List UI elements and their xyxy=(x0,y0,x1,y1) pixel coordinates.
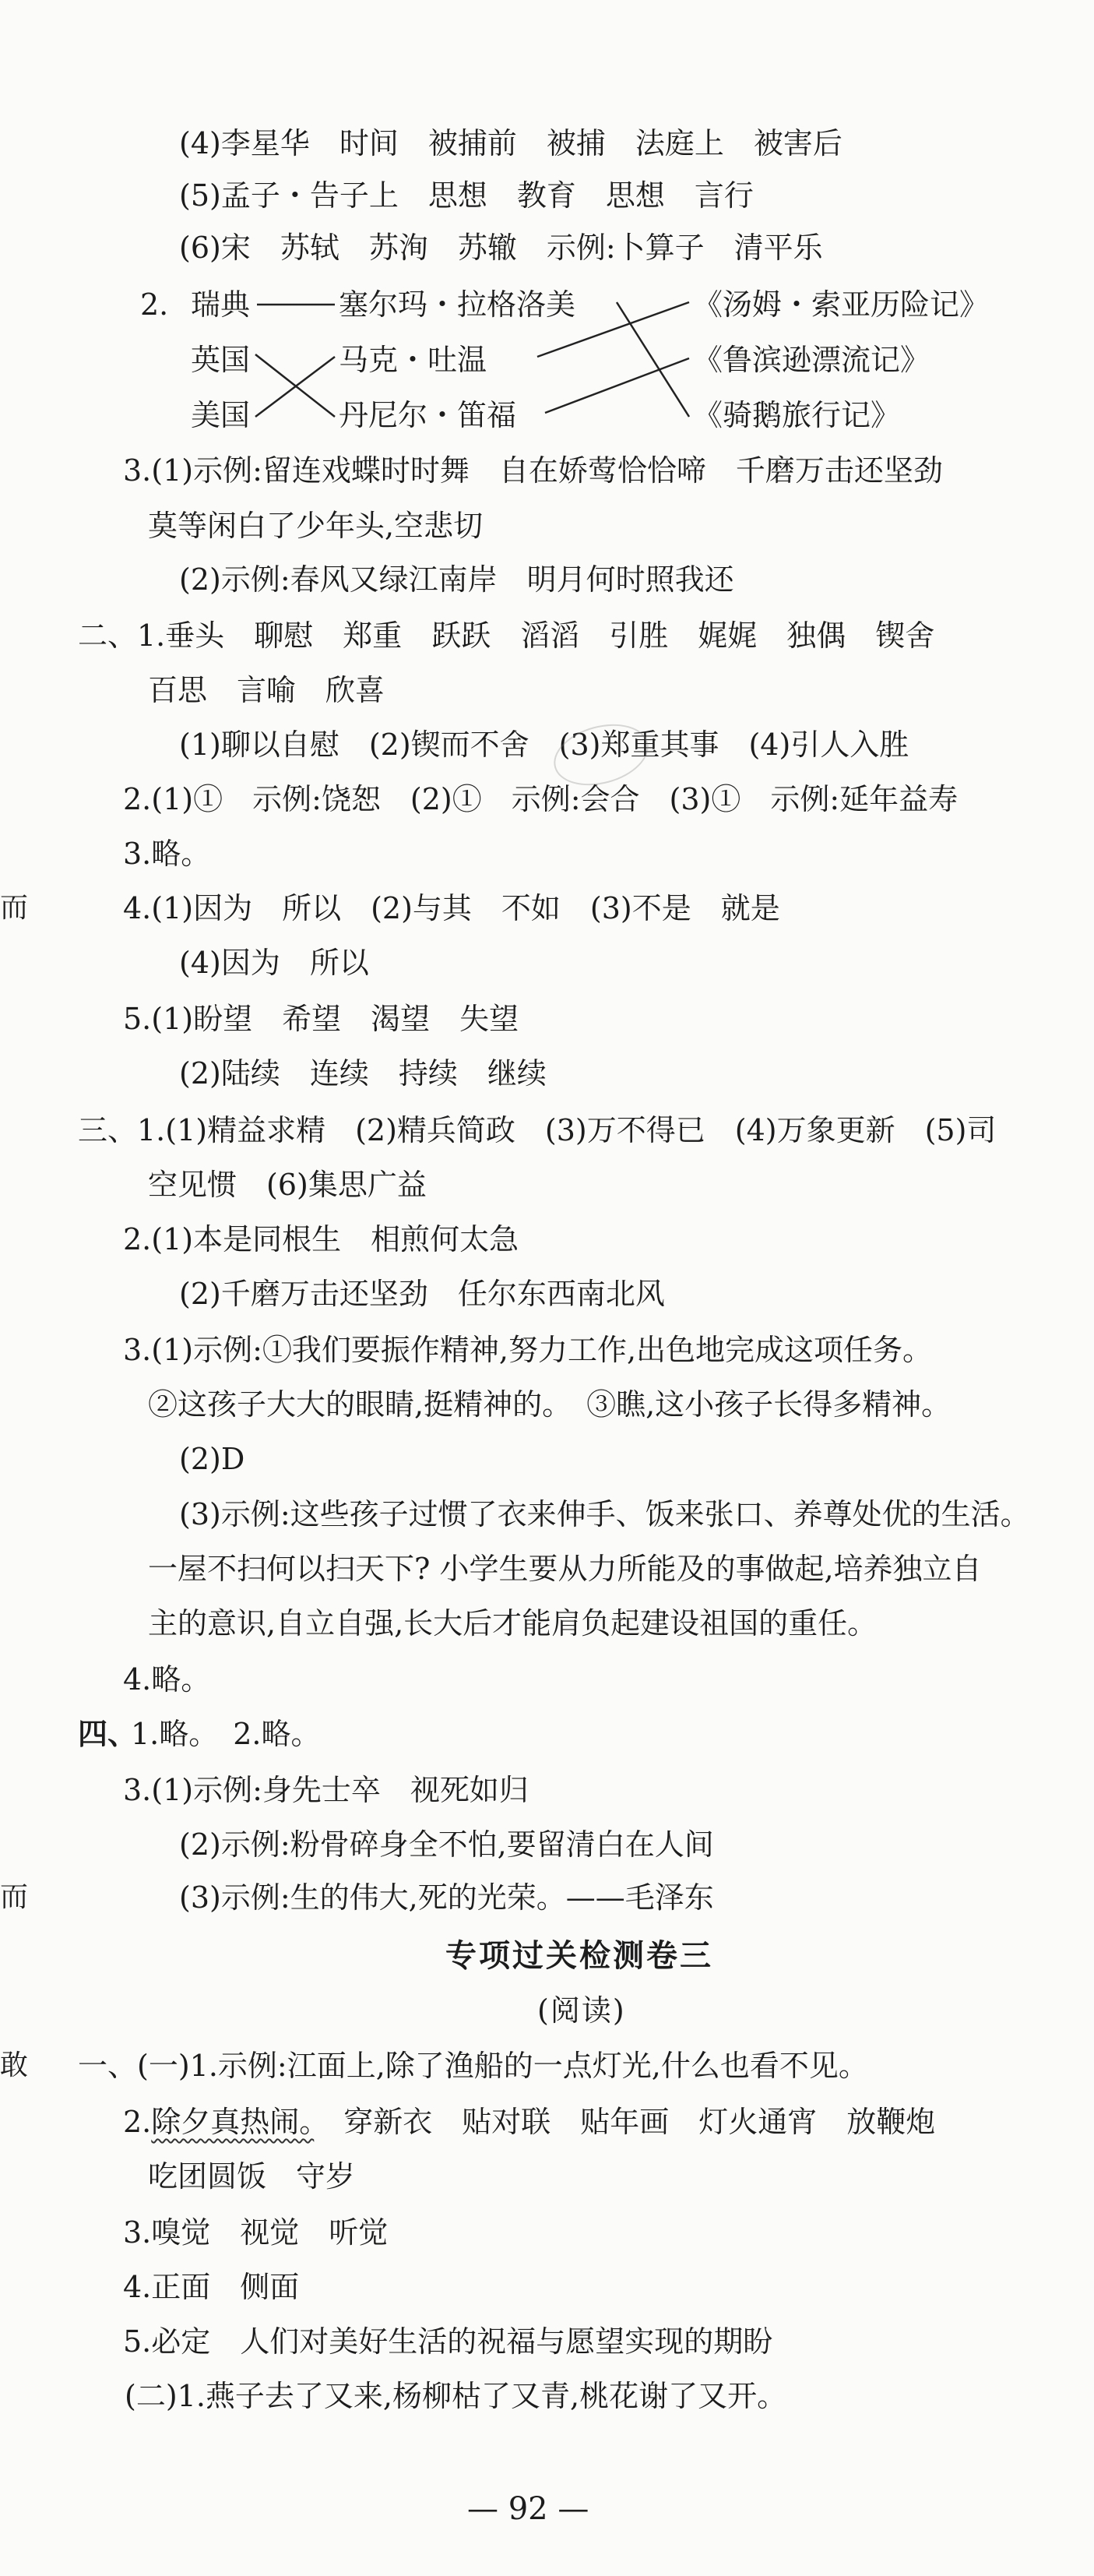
answer-line: 3.(1)示例:身先士卒 视死如归 xyxy=(123,1773,529,1807)
section-three-line: 三、1.(1)精益求精 (2)精兵简政 (3)万不得已 (4)万象更新 (5)司 xyxy=(78,1113,997,1147)
margin-char: 而 xyxy=(0,892,29,924)
match-line-usa xyxy=(255,357,335,417)
answer-line: (5)孟子・告子上 思想 教育 思想 言行 xyxy=(179,178,754,213)
answer-line: 3.嗅觉 视觉 听觉 xyxy=(123,2215,389,2250)
match-line-author1 xyxy=(617,302,689,417)
wavy-underlined-answer: 除夕真热闹。 xyxy=(151,2105,315,2139)
matching-book: 《骑鹅旅行记》 xyxy=(693,398,901,432)
page-number: — 92 — xyxy=(467,2491,589,2527)
answer-line: (3)示例:生的伟大,死的光荣。——毛泽东 xyxy=(179,1880,714,1915)
test-title: 专项过关检测卷三 xyxy=(445,1937,713,1974)
answer-line: 百思 言喻 欣喜 xyxy=(148,673,385,707)
answer-text: 穿新衣 贴对联 贴年画 灯火通宵 放鞭炮 xyxy=(314,2105,936,2139)
margin-char: 敢 xyxy=(0,2049,29,2081)
item-number: 2. xyxy=(123,2105,152,2139)
matching-author: 塞尔玛・拉格洛美 xyxy=(339,287,576,322)
answer-line: 一屋不扫何以扫天下? 小学生要从力所能及的事做起,培养独立自 xyxy=(148,1552,982,1586)
matching-country: 美国 xyxy=(191,398,251,432)
answer-line: (二)1.燕子去了又来,杨柳枯了又青,桃花谢了又开。 xyxy=(125,2379,787,2413)
test-subtitle: (阅读) xyxy=(537,1993,626,2028)
section-two-line: 二、1.垂头 聊慰 郑重 跃跃 滔滔 引胜 娓娓 独偶 锲舍 xyxy=(78,618,935,653)
answer-line: ②这孩子大大的眼睛,挺精神的。 ③瞧,这小孩子长得多精神。 xyxy=(148,1387,952,1422)
answer-line: (4)李星华 时间 被捕前 被捕 法庭上 被害后 xyxy=(179,126,842,160)
answer-line xyxy=(123,2102,935,2142)
answer-line: (2)陆续 连续 持续 继续 xyxy=(179,1056,547,1091)
answer-line: (3)示例:这些孩子过惯了衣来伸手、饭来张口、养尊处优的生活。 xyxy=(179,1497,1030,1531)
answer-line: (2)示例:粉骨碎身全不怕,要留清白在人间 xyxy=(179,1827,714,1862)
answer-line: 空见惯 (6)集思广益 xyxy=(148,1168,427,1202)
answer-line: 4.(1)因为 所以 (2)与其 不如 (3)不是 就是 xyxy=(123,891,780,925)
answer-line: 主的意识,自立自强,长大后才能肩负起建设祖国的重任。 xyxy=(148,1606,878,1640)
answer-line: 5.必定 人们对美好生活的祝福与愿望实现的期盼 xyxy=(123,2324,773,2359)
answer-line: 2.(1)本是同根生 相煎何太急 xyxy=(123,1222,519,1256)
section-four-label: 四、 xyxy=(78,1716,138,1751)
match-line-uk xyxy=(255,354,335,417)
matching-author: 丹尼尔・笛福 xyxy=(339,398,517,432)
answer-line: 3.(1)示例:①我们要振作精神,努力工作,出色地完成这项任务。 xyxy=(123,1333,933,1367)
answer-line: 3.略。 xyxy=(123,837,211,871)
answer-line: 5.(1)盼望 希望 渴望 失望 xyxy=(123,1002,519,1036)
matching-author: 马克・吐温 xyxy=(339,343,487,377)
match-line-author3 xyxy=(545,358,689,413)
answer-line: 1.略。 2.略。 xyxy=(131,1717,321,1751)
answer-line: (6)宋 苏轼 苏洵 苏辙 示例:卜算子 清平乐 xyxy=(179,231,823,265)
answer-line: 莫等闲白了少年头,空悲切 xyxy=(148,509,484,543)
answer-line: (1)聊以自慰 (2)锲而不舍 (3)郑重其事 (4)引人入胜 xyxy=(179,728,909,762)
matching-country: 英国 xyxy=(191,343,251,377)
matching-country: 瑞典 xyxy=(191,287,251,322)
answer-line: 4.略。 xyxy=(123,1662,211,1697)
matching-book: 《汤姆・索亚历险记》 xyxy=(693,287,990,322)
answer-line: 一、(一)1.示例:江面上,除了渔船的一点灯光,什么也看不见。 xyxy=(78,2049,868,2083)
matching-book: 《鲁滨逊漂流记》 xyxy=(693,343,930,377)
answer-line: (2)D xyxy=(179,1442,245,1476)
answer-line: (4)因为 所以 xyxy=(179,946,369,980)
answer-line: 3.(1)示例:留连戏蝶时时舞 自在娇莺恰恰啼 千磨万击还坚劲 xyxy=(123,453,943,488)
answer-line: 2.(1)① 示例:饶恕 (2)① 示例:会合 (3)① 示例:延年益寿 xyxy=(123,782,959,816)
answer-line: 吃团圆饭 守岁 xyxy=(148,2159,356,2194)
margin-char: 而 xyxy=(0,1881,29,1913)
answer-line: 4.正面 侧面 xyxy=(123,2270,300,2304)
answer-line: (2)示例:春风又绿江南岸 明月何时照我还 xyxy=(179,562,734,597)
matching-number: 2. xyxy=(140,287,169,322)
answer-line: (2)千磨万击还坚劲 任尔东西南北风 xyxy=(179,1277,665,1311)
